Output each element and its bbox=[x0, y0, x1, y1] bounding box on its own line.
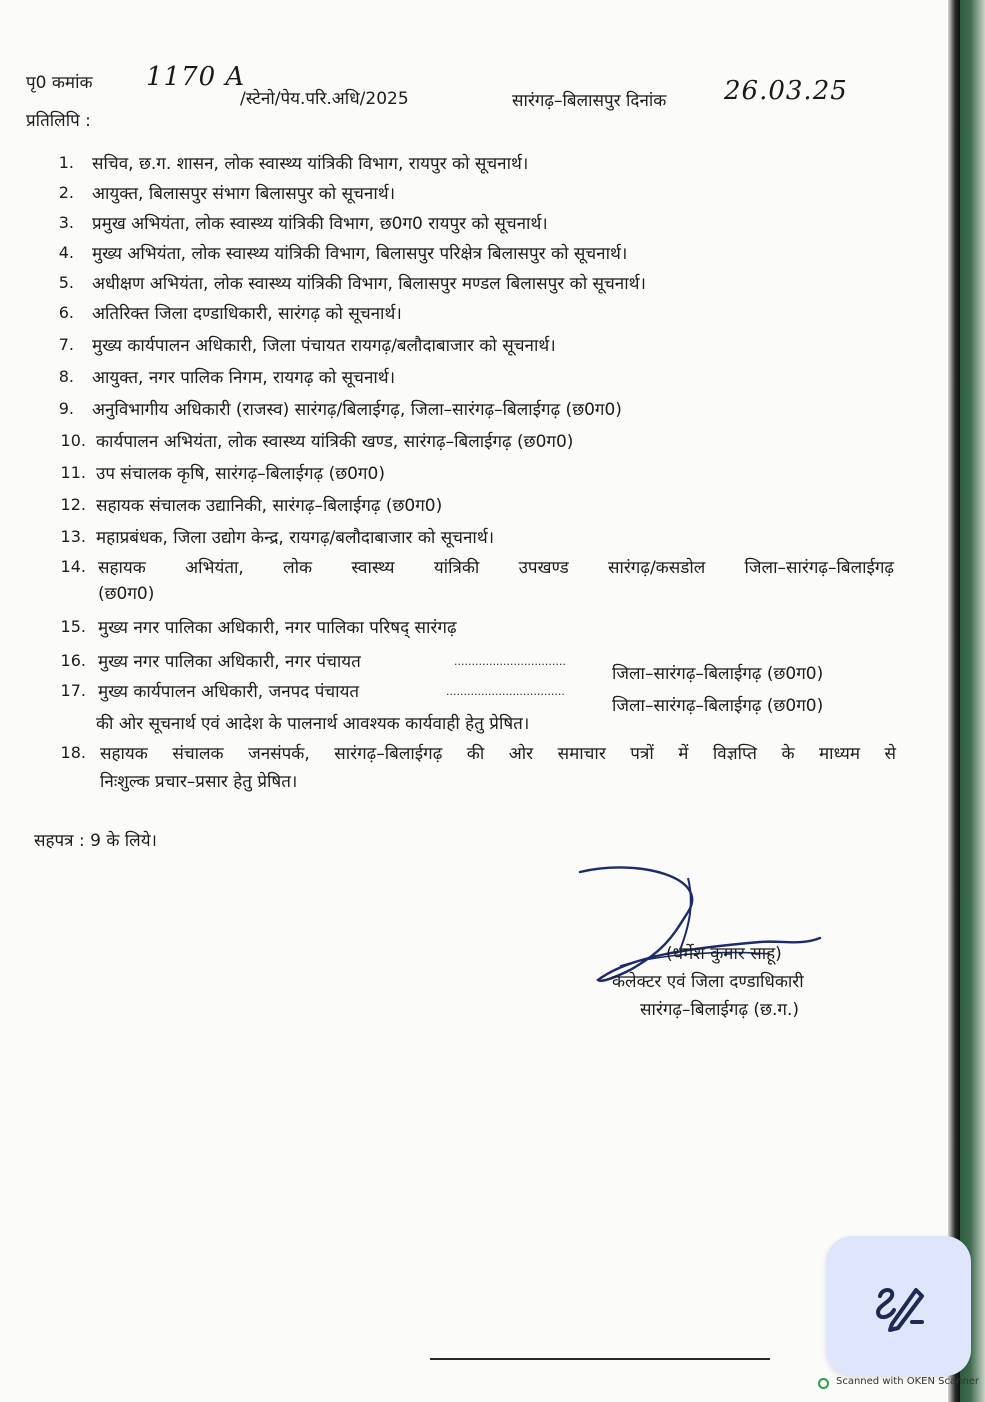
ref-number-handwritten: 1170 A bbox=[146, 62, 246, 92]
signatory-designation: कलेक्टर एवं जिला दण्डाधिकारी bbox=[612, 972, 804, 992]
signatory-place: सारंगढ़–बिलाईगढ़ (छ.ग.) bbox=[640, 1000, 799, 1020]
list-item: आयुक्त, बिलासपुर संभाग बिलासपुर को सूचनार्थ। bbox=[92, 184, 396, 204]
list-item: अतिरिक्त जिला दण्डाधिकारी, सारंगढ़ को सूचनार्थ। bbox=[92, 304, 402, 324]
copy-label: प्रतिलिपि : bbox=[26, 111, 91, 131]
list-item: सहायक संचालक जनसंपर्क, सारंगढ़–बिलाईगढ़ की ओर समाचार पत्रों में विज्ञप्ति के माध्यम से bbox=[100, 744, 896, 764]
list-item: मुख्य कार्यपालन अधिकारी, जिला पंचायत रायगढ़/बलौदाबाजार को सूचनार्थ। bbox=[92, 336, 556, 356]
list-item: अधीक्षण अभियंता, लोक स्वास्थ्य यांत्रिकी विभाग, बिलासपुर मण्डल बिलासपुर को सूचनार्थ। bbox=[92, 274, 646, 294]
list-item: कार्यपालन अभियंता, लोक स्वास्थ्य यांत्रिकी खण्ड, सारंगढ़–बिलाईगढ़ (छ0ग0) bbox=[96, 432, 574, 452]
list-item-number: 17. bbox=[60, 681, 86, 700]
list-item: उप संचालक कृषि, सारंगढ़–बिलाईगढ़ (छ0ग0) bbox=[96, 464, 385, 484]
place-date-label: सारंगढ़–बिलासपुर दिनांक bbox=[512, 91, 667, 111]
list-item: महाप्रबंधक, जिला उद्योग केन्द्र, रायगढ़/बलौदाबाजार को सूचनार्थ। bbox=[96, 528, 495, 548]
list-item-number: 14. bbox=[60, 557, 86, 576]
background-strip bbox=[960, 0, 985, 1402]
list-item-number: 13. bbox=[60, 527, 86, 546]
list-item: सहायक संचालक उद्यानिकी, सारंगढ़–बिलाईगढ़ (छ0ग0) bbox=[96, 496, 443, 516]
list-item-number: 16. bbox=[60, 651, 86, 670]
list-item: मुख्य नगर पालिका अधिकारी, नगर पंचायत bbox=[98, 652, 361, 672]
list-item: अनुविभागीय अधिकारी (राजस्व) सारंगढ़/बिलाईगढ़, जिला–सारंगढ़–बिलाईगढ़ (छ0ग0) bbox=[92, 400, 622, 420]
fill-blank: .................................. bbox=[446, 685, 565, 698]
list-item: मुख्य नगर पालिका अधिकारी, नगर पालिका परिषद् सारंगढ़ bbox=[98, 618, 457, 638]
list-item-continuation: (छ0ग0) bbox=[98, 584, 155, 604]
list-item: मुख्य कार्यपालन अधिकारी, जनपद पंचायत bbox=[98, 682, 360, 702]
date-handwritten: 26.03.25 bbox=[724, 76, 848, 106]
page-bottom-edge bbox=[430, 1358, 770, 1360]
list-item: प्रमुख अभियंता, लोक स्वास्थ्य यांत्रिकी विभाग, छ0ग0 रायपुर को सूचनार्थ। bbox=[92, 214, 548, 234]
list-item-number: 8. bbox=[58, 367, 74, 386]
list-item-number: 4. bbox=[58, 243, 74, 262]
list-item-number: 6. bbox=[58, 303, 74, 322]
ref-suffix: /स्टेनो/पेय.परि.अधि/2025 bbox=[240, 89, 409, 109]
signatory-name: (धर्मेश कुमार साहू) bbox=[666, 944, 782, 964]
list-item-number: 9. bbox=[58, 399, 74, 418]
list-item: आयुक्त, नगर पालिक निगम, रायगढ़ को सूचनार्थ। bbox=[92, 368, 396, 388]
enclosure-note: सहपत्र : 9 के लिये। bbox=[34, 831, 158, 851]
list-item: सचिव, छ.ग. शासन, लोक स्वास्थ्य यांत्रिकी विभाग, रायपुर को सूचनार्थ। bbox=[92, 154, 529, 174]
list-item-continuation: निःशुल्क प्रचार–प्रसार हेतु प्रेषित। bbox=[100, 772, 298, 792]
list-item: सहायक अभियंता, लोक स्वास्थ्य यांत्रिकी उपखण्ड सारंगढ़/कसडोल जिला–सारंगढ़–बिलाईगढ़ bbox=[98, 558, 894, 578]
scanner-watermark: Scanned with OKEN Scanner bbox=[836, 1376, 980, 1387]
list-item-continuation: की ओर सूचनार्थ एवं आदेश के पालनार्थ आवश्यक कार्यवाही हेतु प्रेषित। bbox=[96, 714, 530, 734]
list-item-number: 10. bbox=[60, 431, 86, 450]
list-item-suffix: जिला–सारंगढ़–बिलाईगढ़ (छ0ग0) bbox=[612, 664, 824, 684]
list-item-number: 5. bbox=[58, 273, 74, 292]
edit-pen-icon bbox=[872, 1282, 926, 1332]
list-item-number: 2. bbox=[58, 183, 74, 202]
list-item-number: 11. bbox=[60, 463, 86, 482]
list-item-suffix: जिला–सारंगढ़–बिलाईगढ़ (छ0ग0) bbox=[612, 696, 824, 716]
list-item-number: 7. bbox=[58, 335, 74, 354]
page-edge-shadow bbox=[948, 0, 960, 1402]
list-item-number: 15. bbox=[60, 617, 86, 636]
fill-blank: ................................ bbox=[454, 655, 566, 668]
list-item-number: 18. bbox=[60, 743, 86, 762]
edit-fab-button[interactable] bbox=[826, 1236, 971, 1376]
list-item-number: 12. bbox=[60, 495, 86, 514]
ref-prefix: पृ0 कमांक bbox=[26, 73, 93, 93]
list-item-number: 3. bbox=[58, 213, 74, 232]
oken-scanner-logo-icon bbox=[818, 1378, 829, 1389]
list-item: मुख्य अभियंता, लोक स्वास्थ्य यांत्रिकी विभाग, बिलासपुर परिक्षेत्र बिलासपुर को सूचनार्थ। bbox=[92, 244, 628, 264]
list-item-number: 1. bbox=[58, 153, 74, 172]
